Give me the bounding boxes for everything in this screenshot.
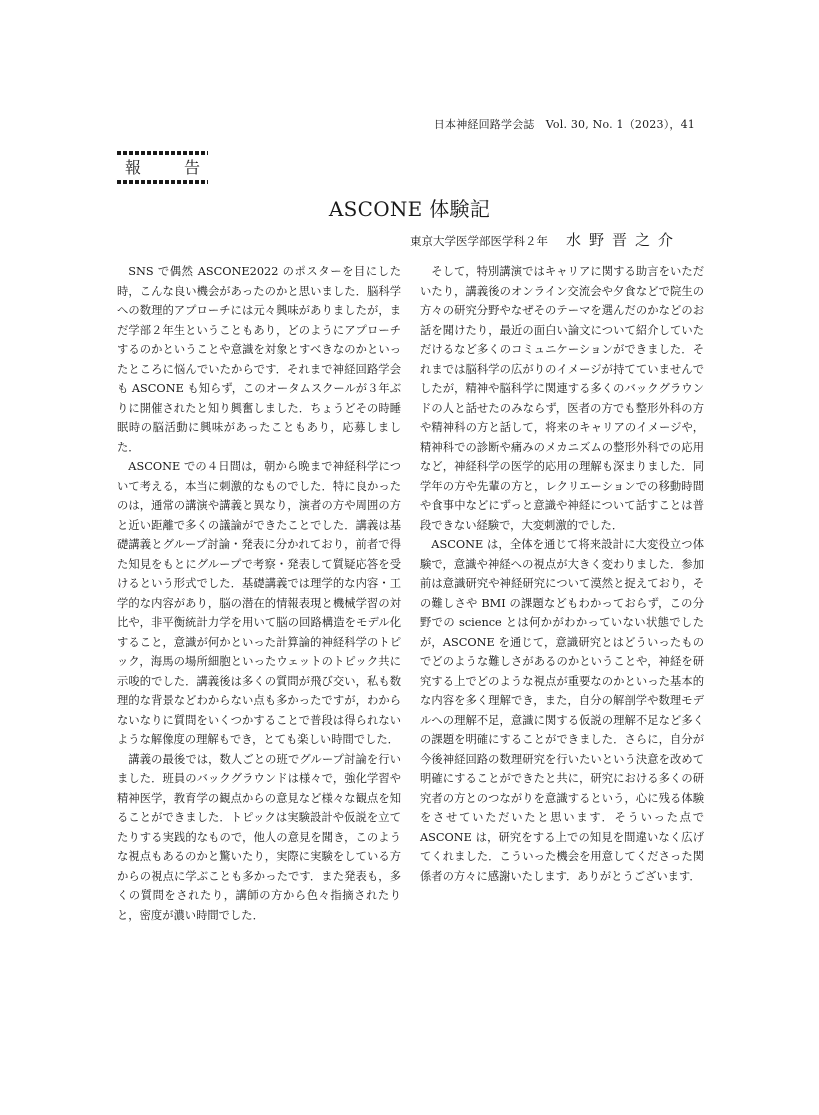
body-column-left xyxy=(117,262,401,925)
section-tag-top-rule xyxy=(117,151,208,155)
author-name: 水野晋之介 xyxy=(565,231,681,249)
author-affiliation: 東京大学医学部医学科２年 xyxy=(409,234,548,248)
body-column-right xyxy=(420,262,704,886)
section-tag-label xyxy=(125,159,200,177)
section-tag-bottom-rule xyxy=(117,180,208,184)
paragraph: ASCONE は，全体を通じて将来設計に大変役立つ体験で，意識や神経への視点が大きく変わりました．参加前は意識研究や神経研究について漠然と捉えており，その難しさや BMI の課題などもわかっておらず，この分野での science とは何かがわかっていない状態でしたが，ASCONE を通じて，意識研究とはどういったものでどのような難しさがあるのかということや，神経を研究する上でどのような視点が重要なのかといった基本的な内容を多く理解でき，また，自分の解剖学や数理モデルへの理解不足，意識に関する仮説の理解不足など多くの課題を明確にすることができました．さらに，自分が今後神経回路の数理研究を行いたいという決意を改めて明確にすることができたと共に，研究における多くの研究者の方とのつながりを意識するという，心に残る体験をさせていただいたと思います．そういった点で ASCONE は，研究をする上での知見を間違いなく広げてくれました．こういった機会を用意してくださった関係者の方々に感謝いたします．ありがとうございます． xyxy=(420,538,704,883)
section-tag xyxy=(117,151,208,185)
paragraph: 講義の最後では，数人ごとの班でグループ討論を行いました．班員のバックグラウンドは様々で，強化学習や精神医学，教育学の観点からの意見など様々な観点を知ることができました．トピックは実験設計や仮説を立てたりする実践的なもので，他人の意見を聞き，このような視点もあるのかと驚いたり，実際に実験をしている方からの視点に学ぶことも多かったです．また発表も，多くの質問をされたり，講師の方から色々指摘されたりと，密度が濃い時間でした． xyxy=(117,752,401,922)
article-title: ASCONE 体験記 xyxy=(328,197,491,221)
paragraph: ASCONE での４日間は，朝から晩まで神経科学について考える，本当に刺激的なものでした．特に良かったのは，通常の講演や講義と異なり，演者の方や周囲の方と近い距離で多くの議論ができたことでした．講義は基礎講義とグループ討論・発表に分かれており，前者で得た知見をもとにグループで考察・発表して質疑応答を受けるという形式でした．基礎講義では理学的な内容・工学的な内容があり，脳の潜在的情報表現と機械学習の対比や，非平衡統計力学を用いて脳の回路構造をモデル化すること，意識が何かといった計算論的神経科学のトピック，海馬の場所細胞といったウェットのトピック共に示唆的でした．講義後は多くの質問が飛び交い，私も数理的な背景などわからない点も多かったですが，わからないなりに質問をいくつかすることで普段は得られないような解像度の理解もでき，とても楽しい時間でした． xyxy=(117,460,401,746)
section-tag-char-left: 報 xyxy=(125,158,142,177)
paragraph: そして，特別講演ではキャリアに関する助言をいただいたり，講義後のオンライン交流会や夕食などで院生の方々の研究分野やなぜそのテーマを選んだのかなどのお話を聞けたり，最近の面白い論文について紹介していただけるなど多くのコミュニケーションができました．それまでは脳科学の広がりのイメージが持てていませんでしたが，精神や脳科学に関連する多くのバックグラウンドの人と話せたのみならず，医者の方でも整形外科の方や精神科の方と話して，将来のキャリアのイメージや，精神科での診断や痛みのメカニズムの整形外科での応用など，神経科学の医学的応用の理解も深まりました．同学年の方や先輩の方と，レクリエーションでの移動時間や食事中などにずっと意識や神経について話すことは普段できない経験で，大変刺激的でした． xyxy=(420,265,704,532)
paragraph: SNS で偶然 ASCONE2022 のポスターを目にした時，こんな良い機会があったのかと思いました．脳科学への数理的アプローチには元々興味がありましたが，まだ学部２年生ということもあり，どのようにアプローチするのかということや意識を対象とすべきなのかといったところに悩んでいたからです．それまで神経回路学会も ASCONE も知らず，このオータムスクールが３年ぶりに開催されたと知り興奮しました．ちょうどその時睡眠時の脳活動に興味があったこともあり，応募しました． xyxy=(117,265,401,454)
byline xyxy=(410,229,681,250)
journal-header: 日本神経回路学会誌 Vol. 30, No. 1（2023），41 xyxy=(433,118,695,131)
section-tag-char-right: 告 xyxy=(183,158,200,177)
